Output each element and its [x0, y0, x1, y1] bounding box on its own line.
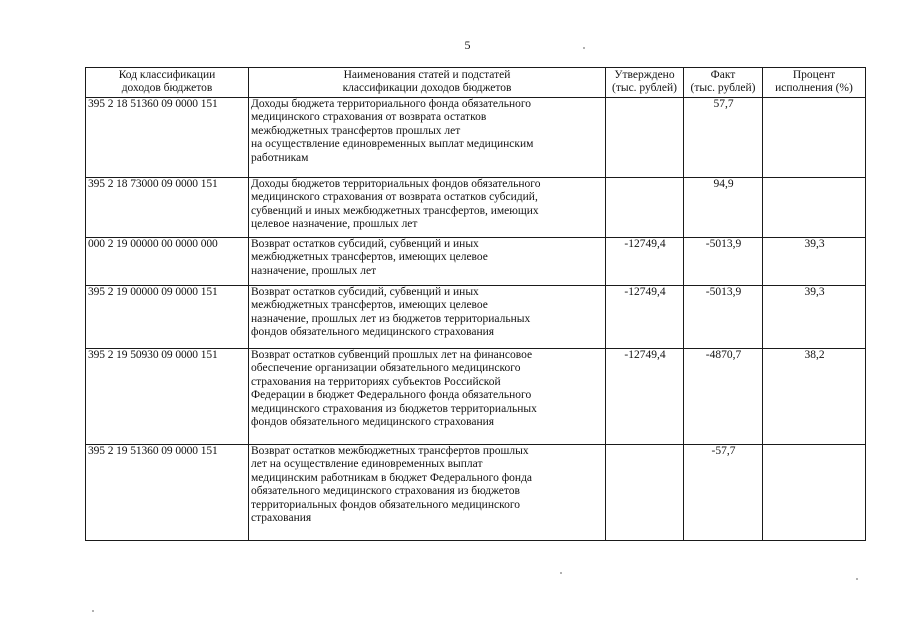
table-body	[86, 98, 866, 541]
table-row	[86, 238, 866, 286]
row-percent: 38,2	[763, 349, 866, 445]
table-row	[86, 178, 866, 238]
page-number: 5	[464, 38, 471, 52]
row-name: Возврат остатков субсидий, субвенций и иных межбюджетных трансфертов, имеющих целевое назначение, прошлых лет	[249, 238, 606, 286]
row-name: Возврат остатков субвенций прошлых лет на финансовое обеспечение организации обязательного медицинского страхования на территориях субъектов Российской Федерации в бюджет Федерального фонда обязательного медицинского страхования из бюджетов территориальных фондов обязательного медицинского страхования	[249, 349, 606, 445]
scan-speck	[856, 578, 858, 580]
table-row	[86, 98, 866, 178]
table-row	[86, 349, 866, 445]
table-row	[86, 445, 866, 541]
row-fact: -5013,9	[684, 286, 763, 349]
row-approved: -12749,4	[606, 286, 684, 349]
row-fact: -57,7	[684, 445, 763, 541]
row-name: Возврат остатков субсидий, субвенций и иных межбюджетных трансфертов, имеющих целевое назначение, прошлых лет из бюджетов территориальных фондов обязательного медицинского страхования	[249, 286, 606, 349]
row-approved	[606, 178, 684, 238]
row-name: Доходы бюджета территориального фонда обязательного медицинского страхования от возврата остатков межбюджетных трансфертов прошлых лет на осуществление единовременных выплат медицинским работникам	[249, 98, 606, 178]
scan-speck	[583, 47, 585, 49]
row-percent	[763, 178, 866, 238]
scan-speck	[92, 610, 94, 612]
row-name: Доходы бюджетов территориальных фондов обязательного медицинского страхования от возврата остатков субсидий, субвенций и иных межбюджетных трансфертов, имеющих целевое назначение, прошлых лет	[249, 178, 606, 238]
header-approved: Утверждено (тыс. рублей)	[606, 68, 684, 98]
row-percent: 39,3	[763, 286, 866, 349]
row-approved: -12749,4	[606, 238, 684, 286]
row-code: 395 2 19 50930 09 0000 151	[86, 349, 249, 445]
header-code: Код классификации доходов бюджетов	[86, 68, 249, 98]
row-fact: 57,7	[684, 98, 763, 178]
row-code: 395 2 19 00000 09 0000 151	[86, 286, 249, 349]
row-approved: -12749,4	[606, 349, 684, 445]
row-code: 000 2 19 00000 00 0000 000	[86, 238, 249, 286]
row-percent	[763, 445, 866, 541]
header-percent: Процент исполнения (%)	[763, 68, 866, 98]
row-fact: -4870,7	[684, 349, 763, 445]
row-percent	[763, 98, 866, 178]
row-name: Возврат остатков межбюджетных трансфертов прошлых лет на осуществление единовременных выплат медицинским работникам в бюджет Федерального фонда обязательного медицинского страхования из бюджетов территориальных фондов обязательного медицинского страхования	[249, 445, 606, 541]
table-row	[86, 286, 866, 349]
header-name: Наименования статей и подстатей классификации доходов бюджетов	[249, 68, 606, 98]
row-approved	[606, 445, 684, 541]
row-percent: 39,3	[763, 238, 866, 286]
table-header-row	[86, 68, 866, 98]
header-fact: Факт (тыс. рублей)	[684, 68, 763, 98]
row-code: 395 2 18 73000 09 0000 151	[86, 178, 249, 238]
row-code: 395 2 18 51360 09 0000 151	[86, 98, 249, 178]
row-code: 395 2 19 51360 09 0000 151	[86, 445, 249, 541]
row-fact: -5013,9	[684, 238, 763, 286]
row-approved	[606, 98, 684, 178]
scan-speck	[560, 572, 562, 574]
budget-income-table	[85, 67, 866, 541]
row-fact: 94,9	[684, 178, 763, 238]
